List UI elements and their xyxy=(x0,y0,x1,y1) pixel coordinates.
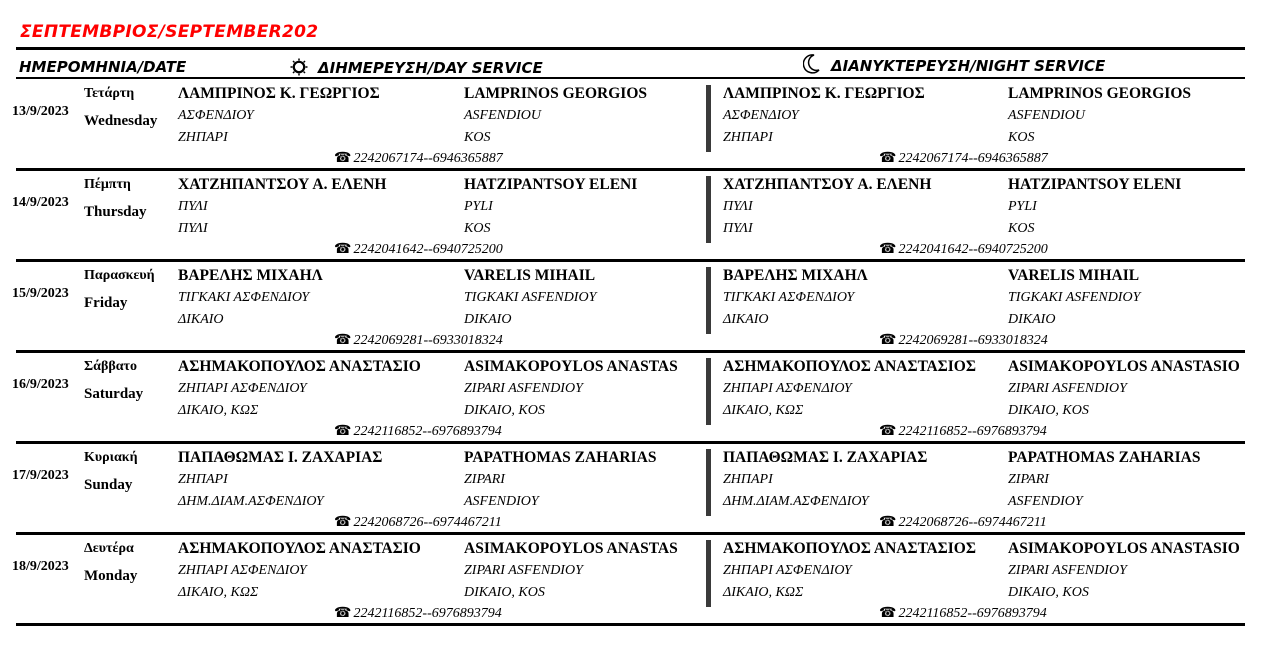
night-address-line1-english: TIGKAKI ASFENDIOY xyxy=(1008,290,1141,305)
weekday-greek: Τετάρτη xyxy=(84,86,135,101)
night-phone xyxy=(879,150,1048,167)
night-address-line1-greek: ΠΥΛΙ xyxy=(723,199,753,214)
night-pharmacist-name-english: LAMPRINOS GEORGIOS xyxy=(1008,85,1192,102)
day-pharmacist-name-english: ASIMAKOPOYLOS ANASTAS xyxy=(464,358,678,375)
night-phone-number: 2242068726--6974467211 xyxy=(898,515,1047,530)
row-date: 16/9/2023 xyxy=(12,377,69,392)
day-address-line1-greek: ΤΙΓΚΑΚΙ ΑΣΦΕΝΔΙΟΥ xyxy=(178,290,310,305)
day-pharmacist-name-english: ASIMAKOPOYLOS ANASTAS xyxy=(464,540,678,557)
column-divider xyxy=(706,540,711,607)
night-pharmacist-name-english: PAPATHOMAS ZAHARIAS xyxy=(1008,449,1201,466)
night-pharmacist-name-english: ASIMAKOPOYLOS ANASTASIO xyxy=(1008,540,1240,557)
table-row xyxy=(0,80,1265,171)
day-address-line2-greek: ΔΙΚΑΙΟ, ΚΩΣ xyxy=(178,403,259,418)
weekday-english: Wednesday xyxy=(84,113,158,129)
day-phone xyxy=(334,241,503,258)
day-address-line1-greek: ΑΣΦΕΝΔΙΟΥ xyxy=(178,108,254,123)
night-address-line1-greek: ΖΗΠΑΡΙ ΑΣΦΕΝΔΙΟΥ xyxy=(723,563,852,578)
row-date: 14/9/2023 xyxy=(12,195,69,210)
night-address-line1-english: PYLI xyxy=(1008,199,1037,214)
day-service-label: ΔΙΗΜΕΡΕΥΣΗ/DAY SERVICE xyxy=(318,59,543,77)
telephone-icon: ☎ xyxy=(334,424,352,439)
day-address-line2-greek: ΔΙΚΑΙΟ, ΚΩΣ xyxy=(178,585,259,600)
weekday-greek: Σάββατο xyxy=(84,359,137,374)
night-address-line1-english: ZIPARI xyxy=(1008,472,1049,487)
night-phone-number: 2242116852--6976893794 xyxy=(898,606,1047,621)
telephone-icon: ☎ xyxy=(879,424,897,439)
night-address-line2-english: DIKAIO, KOS xyxy=(1008,403,1089,418)
night-address-line2-english: DIKAIO, KOS xyxy=(1008,585,1089,600)
day-pharmacist-name-greek: ΑΣΗΜΑΚΟΠΟΥΛΟΣ ΑΝΑΣΤΑΣΙΟ xyxy=(178,358,421,375)
night-pharmacist-name-greek: ΠΑΠΑΘΩΜΑΣ Ι. ΖΑΧΑΡΙΑΣ xyxy=(723,449,928,466)
night-pharmacist-name-english: ASIMAKOPOYLOS ANASTASIO xyxy=(1008,358,1240,375)
night-address-line2-greek: ΔΙΚΑΙΟ xyxy=(723,312,769,327)
telephone-icon: ☎ xyxy=(879,151,897,166)
day-phone xyxy=(334,150,503,167)
weekday-english: Friday xyxy=(84,295,128,311)
day-address-line1-english: ZIPARI xyxy=(464,472,505,487)
day-pharmacist-name-english: LAMPRINOS GEORGIOS xyxy=(464,85,648,102)
night-service-label: ΔΙΑΝΥΚΤΕΡΕΥΣΗ/NIGHT SERVICE xyxy=(831,57,1106,75)
day-pharmacist-name-greek: ΧΑΤΖΗΠΑΝΤΣΟΥ Α. ΕΛΕΝΗ xyxy=(178,176,387,193)
night-phone-number: 2242067174--6946365887 xyxy=(898,151,1048,166)
day-address-line1-greek: ΖΗΠΑΡΙ ΑΣΦΕΝΔΙΟΥ xyxy=(178,563,307,578)
night-address-line2-greek: ΔΗΜ.ΔΙΑΜ.ΑΣΦΕΝΔΙΟΥ xyxy=(723,494,869,509)
night-address-line2-greek: ΖΗΠΑΡΙ xyxy=(723,130,773,145)
day-address-line2-english: KOS xyxy=(464,221,491,236)
day-pharmacist-name-english: PAPATHOMAS ZAHARIAS xyxy=(464,449,657,466)
night-address-line2-greek: ΔΙΚΑΙΟ, ΚΩΣ xyxy=(723,585,804,600)
telephone-icon: ☎ xyxy=(334,242,352,257)
day-phone xyxy=(334,514,502,531)
column-divider xyxy=(706,449,711,516)
night-phone xyxy=(879,605,1047,622)
day-address-line2-english: DIKAIO, KOS xyxy=(464,403,545,418)
night-address-line2-greek: ΔΙΚΑΙΟ, ΚΩΣ xyxy=(723,403,804,418)
day-pharmacist-name-english: VARELIS MIHAIL xyxy=(464,267,596,284)
night-address-line1-greek: ΑΣΦΕΝΔΙΟΥ xyxy=(723,108,799,123)
day-address-line2-greek: ΖΗΠΑΡΙ xyxy=(178,130,228,145)
night-address-line2-greek: ΠΥΛΙ xyxy=(723,221,753,236)
day-address-line1-english: ASFENDIOU xyxy=(464,108,541,123)
column-divider xyxy=(706,176,711,243)
row-bottom-rule xyxy=(16,623,1245,626)
day-phone-number: 2242069281--6933018324 xyxy=(353,333,503,348)
day-address-line1-english: TIGKAKI ASFENDIOY xyxy=(464,290,597,305)
night-address-line2-english: KOS xyxy=(1008,130,1035,145)
day-address-line1-greek: ΠΥΛΙ xyxy=(178,199,208,214)
table-row xyxy=(0,171,1265,262)
night-pharmacist-name-greek: ΒΑΡΕΛΗΣ ΜΙΧΑΗΛ xyxy=(723,267,868,284)
day-phone-number: 2242116852--6976893794 xyxy=(353,424,502,439)
table-row xyxy=(0,262,1265,353)
row-date: 15/9/2023 xyxy=(12,286,69,301)
night-address-line1-english: ASFENDIOU xyxy=(1008,108,1085,123)
night-service-header xyxy=(803,54,1105,75)
weekday-english: Saturday xyxy=(84,386,144,402)
moon-icon xyxy=(803,54,821,74)
day-address-line2-english: KOS xyxy=(464,130,491,145)
day-address-line1-english: ZIPARI ASFENDIOY xyxy=(464,563,583,578)
day-pharmacist-name-greek: ΑΣΗΜΑΚΟΠΟΥΛΟΣ ΑΝΑΣΤΑΣΙΟ xyxy=(178,540,421,557)
weekday-english: Thursday xyxy=(84,204,147,220)
day-phone-number: 2242116852--6976893794 xyxy=(353,606,502,621)
day-address-line2-english: DIKAIO, KOS xyxy=(464,585,545,600)
column-divider xyxy=(706,85,711,152)
day-pharmacist-name-english: HATZIPANTSOY ELENI xyxy=(464,176,638,193)
column-divider xyxy=(706,358,711,425)
night-phone-number: 2242116852--6976893794 xyxy=(898,424,1047,439)
night-address-line1-greek: ΖΗΠΑΡΙ ΑΣΦΕΝΔΙΟΥ xyxy=(723,381,852,396)
night-address-line1-greek: ΤΙΓΚΑΚΙ ΑΣΦΕΝΔΙΟΥ xyxy=(723,290,855,305)
night-address-line1-english: ZIPARI ASFENDIOY xyxy=(1008,381,1127,396)
weekday-english: Sunday xyxy=(84,477,133,493)
night-phone-number: 2242069281--6933018324 xyxy=(898,333,1048,348)
night-address-line2-english: DIKAIO xyxy=(1008,312,1056,327)
header-top-rule xyxy=(16,47,1245,50)
day-address-line1-greek: ΖΗΠΑΡΙ xyxy=(178,472,228,487)
weekday-greek: Κυριακή xyxy=(84,450,138,465)
row-date: 18/9/2023 xyxy=(12,559,69,574)
night-address-line1-english: ZIPARI ASFENDIOY xyxy=(1008,563,1127,578)
header-bottom-rule xyxy=(16,77,1245,79)
day-pharmacist-name-greek: ΛΑΜΠΡΙΝΟΣ Κ. ΓΕΩΡΓΙΟΣ xyxy=(178,85,380,102)
day-phone xyxy=(334,423,502,440)
night-phone xyxy=(879,332,1048,349)
night-address-line2-english: ASFENDIOY xyxy=(1008,494,1083,509)
day-phone-number: 2242067174--6946365887 xyxy=(353,151,503,166)
day-address-line2-english: ASFENDIOY xyxy=(464,494,539,509)
row-date: 13/9/2023 xyxy=(12,104,69,119)
column-divider xyxy=(706,267,711,334)
night-address-line2-english: KOS xyxy=(1008,221,1035,236)
table-row xyxy=(0,353,1265,444)
day-address-line1-english: ZIPARI ASFENDIOY xyxy=(464,381,583,396)
row-date: 17/9/2023 xyxy=(12,468,69,483)
day-service-header xyxy=(290,58,543,77)
weekday-greek: Δευτέρα xyxy=(84,541,134,556)
telephone-icon: ☎ xyxy=(334,333,352,348)
telephone-icon: ☎ xyxy=(879,242,897,257)
day-address-line2-english: DIKAIO xyxy=(464,312,512,327)
night-phone xyxy=(879,241,1048,258)
weekday-greek: Πέμπτη xyxy=(84,177,131,192)
page-title: ΣΕΠΤΕΜΒΡΙΟΣ/SEPTEMBER202 xyxy=(20,22,319,42)
night-phone-number: 2242041642--6940725200 xyxy=(898,242,1048,257)
night-pharmacist-name-greek: ΧΑΤΖΗΠΑΝΤΣΟΥ Α. ΕΛΕΝΗ xyxy=(723,176,932,193)
telephone-icon: ☎ xyxy=(879,606,897,621)
day-pharmacist-name-greek: ΒΑΡΕΛΗΣ ΜΙΧΑΗΛ xyxy=(178,267,323,284)
night-pharmacist-name-english: HATZIPANTSOY ELENI xyxy=(1008,176,1182,193)
day-phone-number: 2242068726--6974467211 xyxy=(353,515,502,530)
day-address-line1-english: PYLI xyxy=(464,199,493,214)
telephone-icon: ☎ xyxy=(334,515,352,530)
weekday-greek: Παρασκευή xyxy=(84,268,155,283)
telephone-icon: ☎ xyxy=(879,515,897,530)
table-row xyxy=(0,535,1265,626)
day-phone xyxy=(334,332,503,349)
night-phone xyxy=(879,423,1047,440)
night-pharmacist-name-greek: ΑΣΗΜΑΚΟΠΟΥΛΟΣ ΑΝΑΣΤΑΣΙΟΣ xyxy=(723,540,977,557)
night-pharmacist-name-greek: ΛΑΜΠΡΙΝΟΣ Κ. ΓΕΩΡΓΙΟΣ xyxy=(723,85,925,102)
sun-icon xyxy=(290,58,308,76)
night-pharmacist-name-greek: ΑΣΗΜΑΚΟΠΟΥΛΟΣ ΑΝΑΣΤΑΣΙΟΣ xyxy=(723,358,977,375)
day-address-line2-greek: ΔΙΚΑΙΟ xyxy=(178,312,224,327)
day-phone-number: 2242041642--6940725200 xyxy=(353,242,503,257)
day-address-line2-greek: ΔΗΜ.ΔΙΑΜ.ΑΣΦΕΝΔΙΟΥ xyxy=(178,494,324,509)
date-column-header: ΗΜΕΡΟΜΗΝΙΑ/DATE xyxy=(19,58,187,76)
day-address-line2-greek: ΠΥΛΙ xyxy=(178,221,208,236)
night-address-line1-greek: ΖΗΠΑΡΙ xyxy=(723,472,773,487)
day-pharmacist-name-greek: ΠΑΠΑΘΩΜΑΣ Ι. ΖΑΧΑΡΙΑΣ xyxy=(178,449,383,466)
weekday-english: Monday xyxy=(84,568,138,584)
night-phone xyxy=(879,514,1047,531)
telephone-icon: ☎ xyxy=(879,333,897,348)
day-address-line1-greek: ΖΗΠΑΡΙ ΑΣΦΕΝΔΙΟΥ xyxy=(178,381,307,396)
night-pharmacist-name-english: VARELIS MIHAIL xyxy=(1008,267,1140,284)
telephone-icon: ☎ xyxy=(334,606,352,621)
day-phone xyxy=(334,605,502,622)
table-row xyxy=(0,444,1265,535)
telephone-icon: ☎ xyxy=(334,151,352,166)
